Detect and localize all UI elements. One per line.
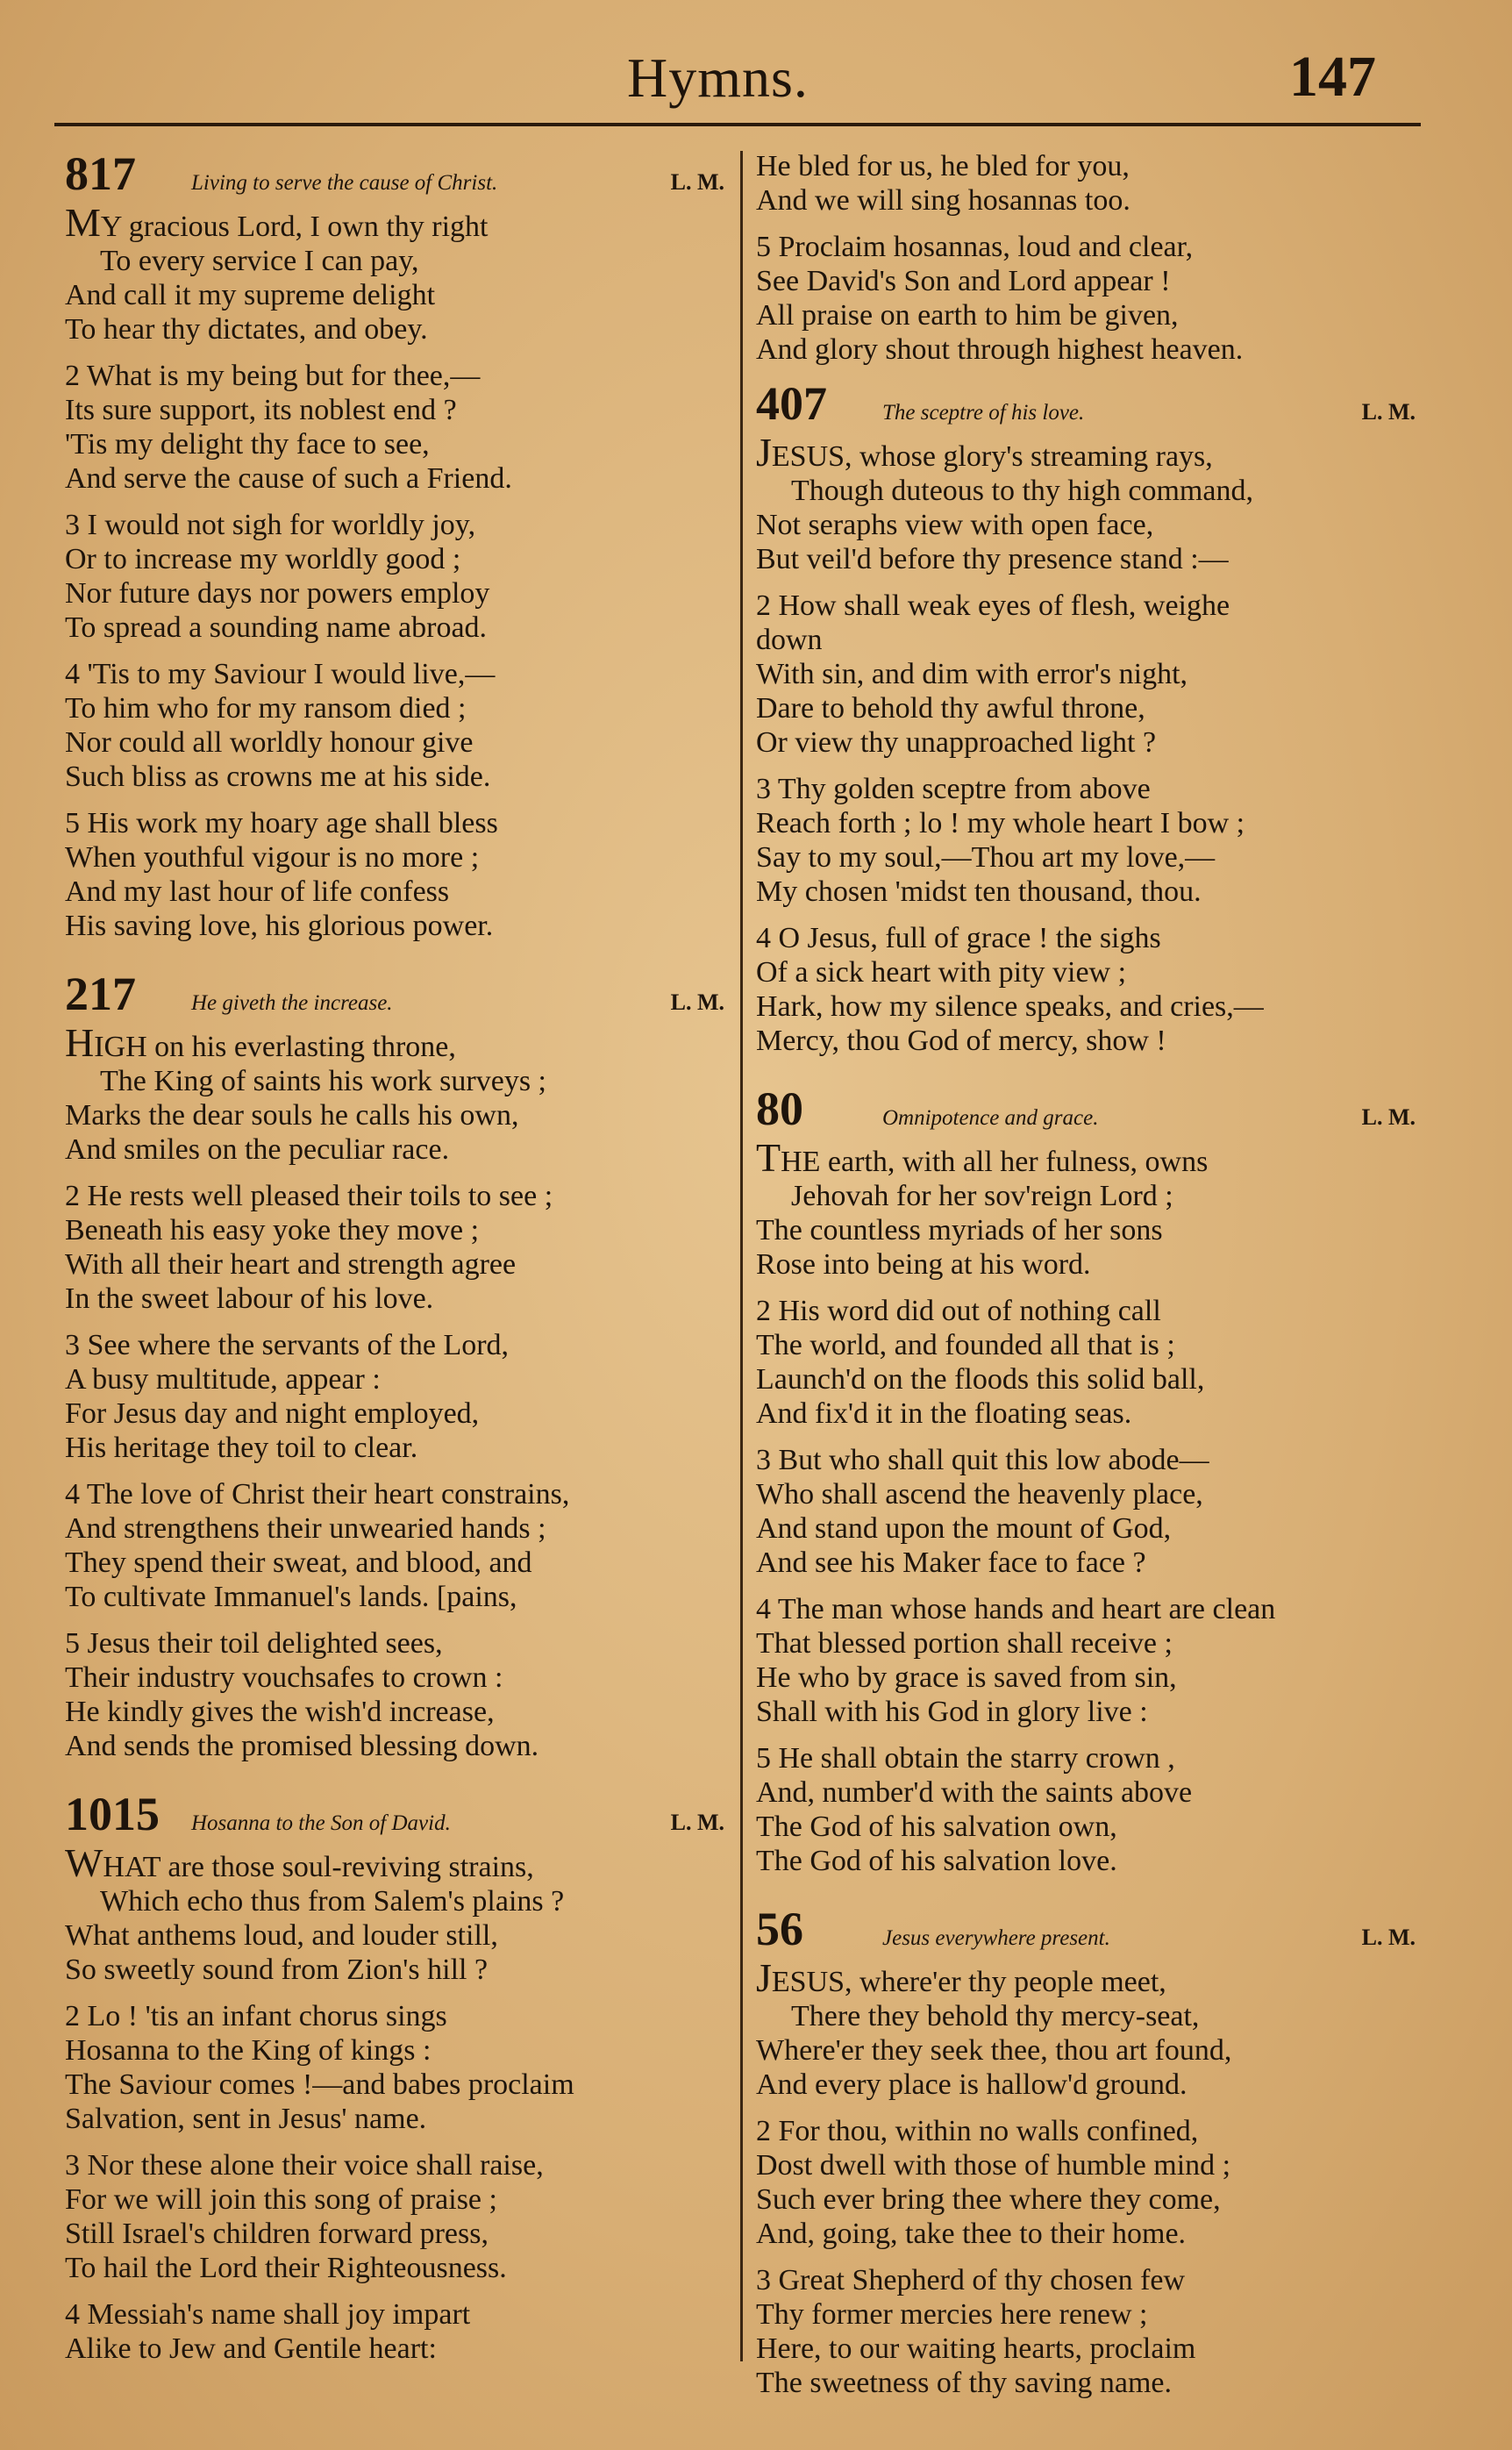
stanza xyxy=(65,1025,731,1167)
verse-line: There they behold thy mercy-seat, xyxy=(791,2000,1200,2032)
stanza xyxy=(65,1179,731,1316)
hymn-header xyxy=(65,149,731,200)
verse-line: To every service I can pay, xyxy=(100,245,419,277)
verse-line: 3 But who shall quit this low abode— xyxy=(756,1444,1209,1476)
verse-line: 3 Great Shepherd of thy chosen few xyxy=(756,2264,1186,2296)
verse-line: 5 He shall obtain the starry crown , xyxy=(756,1742,1175,1775)
verse-line: MY gracious Lord, I own thy right xyxy=(65,205,489,244)
verse-line: Marks the dear souls he calls his own, xyxy=(65,1099,519,1132)
verse-line: To cultivate Immanuel's lands. [pains, xyxy=(65,1581,517,1613)
verse-line: And serve the cause of such a Friend. xyxy=(65,462,512,495)
verse-line: The King of saints his work surveys ; xyxy=(100,1065,547,1097)
verse-line: Here, to our waiting hearts, proclaim xyxy=(756,2332,1196,2365)
verse-line: And see his Maker face to face ? xyxy=(756,1546,1146,1579)
verse-line: With sin, and dim with error's night, xyxy=(756,658,1188,690)
stanza xyxy=(65,2297,731,2366)
verse-line: 4 The love of Christ their heart constrains, xyxy=(65,1478,570,1511)
verse-line: 2 His word did out of nothing call xyxy=(756,1295,1161,1327)
hymn-number: 80 xyxy=(756,1082,803,1135)
verse-line: 4 O Jesus, full of grace ! the sighs xyxy=(756,922,1161,954)
verse-line: Thy former mercies here renew ; xyxy=(756,2298,1148,2331)
verse-line: 2 What is my being but for thee,— xyxy=(65,360,481,392)
verse-line: And smiles on the peculiar race. xyxy=(65,1133,450,1166)
hymn-number: 56 xyxy=(756,1903,803,1955)
verse-line: Dare to behold thy awful throne, xyxy=(756,692,1145,725)
verse-line: And glory shout through highest heaven. xyxy=(756,333,1244,366)
hymn-meter: L. M. xyxy=(1361,399,1416,425)
verse-line: down xyxy=(756,624,823,656)
verse-line: Dost dwell with those of humble mind ; xyxy=(756,2149,1231,2182)
stanza xyxy=(65,657,731,794)
hymn-subtitle: Hosanna to the Son of David. xyxy=(191,1811,451,1835)
hymn-subtitle: Living to serve the cause of Christ. xyxy=(191,171,498,195)
verse-line: Still Israel's children forward press, xyxy=(65,2218,489,2250)
verse-line: JESUS, where'er thy people meet, xyxy=(756,1961,1166,1999)
hymn-meter: L. M. xyxy=(1361,1104,1416,1130)
verse-line: And, going, take thee to their home. xyxy=(756,2218,1187,2250)
verse-line: The God of his salvation love. xyxy=(756,1845,1117,1877)
verse-line: Not seraphs view with open face, xyxy=(756,509,1154,541)
hymn xyxy=(756,1084,1423,1878)
verse-line: That blessed portion shall receive ; xyxy=(756,1627,1173,1660)
right-column xyxy=(756,149,1423,2426)
verse-line: And we will sing hosannas too. xyxy=(756,184,1130,217)
stanza xyxy=(756,921,1423,1058)
hymn xyxy=(756,379,1423,1058)
verse-line: Shall with his God in glory live : xyxy=(756,1696,1148,1728)
verse-line: All praise on earth to him be given, xyxy=(756,299,1179,332)
stanza xyxy=(65,359,731,496)
hymn-header xyxy=(756,1084,1423,1135)
hymn xyxy=(65,969,731,1763)
verse-line: 5 His work my hoary age shall bless xyxy=(65,807,498,839)
verse-line: Though duteous to thy high command, xyxy=(791,475,1253,507)
verse-line: When youthful vigour is no more ; xyxy=(65,841,480,874)
verse-line: 4 'Tis to my Saviour I would live,— xyxy=(65,658,496,690)
stanza xyxy=(756,230,1423,367)
hymn-subtitle: Omnipotence and grace. xyxy=(882,1106,1099,1130)
verse-line: In the sweet labour of his love. xyxy=(65,1282,434,1315)
verse-line: HIGH on his everlasting throne, xyxy=(65,1025,456,1064)
hymn-meter: L. M. xyxy=(670,169,724,195)
stanza xyxy=(756,149,1423,218)
verse-line: The countless myriads of her sons xyxy=(756,1214,1163,1246)
verse-line: Jehovah for her sov'reign Lord ; xyxy=(791,1180,1173,1212)
verse-line: But veil'd before thy presence stand :— xyxy=(756,543,1229,575)
verse-line: 5 Proclaim hosannas, loud and clear, xyxy=(756,231,1194,263)
verse-line: 3 Nor these alone their voice shall raise, xyxy=(65,2149,544,2182)
verse-line: 3 Thy golden sceptre from above xyxy=(756,773,1151,805)
hymn-meter: L. M. xyxy=(670,989,724,1015)
stanza xyxy=(65,1846,731,1987)
hymn xyxy=(65,149,731,943)
verse-line: Their industry vouchsafes to crown : xyxy=(65,1661,503,1694)
stanza xyxy=(756,1741,1423,1878)
verse-line: And every place is hallow'd ground. xyxy=(756,2068,1187,2101)
verse-line: JESUS, whose glory's streaming rays, xyxy=(756,435,1213,474)
stanza xyxy=(756,2114,1423,2251)
verse-line: The Saviour comes !—and babes proclaim xyxy=(65,2068,574,2101)
verse-line: The God of his salvation own, xyxy=(756,1811,1117,1843)
page-header xyxy=(0,35,1421,114)
verse-line: Alike to Jew and Gentile heart: xyxy=(65,2332,437,2365)
verse-line: And, number'd with the saints above xyxy=(756,1776,1193,1809)
verse-line: Salvation, sent in Jesus' name. xyxy=(65,2103,427,2135)
left-column xyxy=(65,149,731,2392)
verse-line: What anthems loud, and louder still, xyxy=(65,1919,498,1952)
verse-line: To hail the Lord their Righteousness. xyxy=(65,2252,507,2284)
verse-line: So sweetly sound from Zion's hill ? xyxy=(65,1954,489,1986)
verse-line: For Jesus day and night employed, xyxy=(65,1397,480,1430)
hymn-header xyxy=(65,969,731,1020)
verse-line: And stand upon the mount of God, xyxy=(756,1512,1172,1545)
hymn xyxy=(65,1789,731,2366)
verse-line: Nor future days nor powers employ xyxy=(65,577,490,610)
hymn-header xyxy=(65,1789,731,1840)
verse-line: Its sure support, its noblest end ? xyxy=(65,394,457,426)
stanza xyxy=(65,1626,731,1763)
verse-line: Which echo thus from Salem's plains ? xyxy=(100,1885,565,1918)
verse-line: Mercy, thou God of mercy, show ! xyxy=(756,1025,1166,1057)
hymn-meter: L. M. xyxy=(670,1810,724,1835)
stanza xyxy=(756,1294,1423,1431)
verse-line: Such bliss as crowns me at his side. xyxy=(65,761,491,793)
verse-line: To spread a sounding name abroad. xyxy=(65,611,488,644)
stanza xyxy=(65,1999,731,2136)
hymn-header xyxy=(756,379,1423,430)
verse-line: A busy multitude, appear : xyxy=(65,1363,381,1396)
verse-line: My chosen 'midst ten thousand, thou. xyxy=(756,875,1202,908)
stanza xyxy=(65,806,731,943)
verse-line: With all their heart and strength agree xyxy=(65,1248,517,1281)
verse-line: 2 How shall weak eyes of flesh, weighe xyxy=(756,589,1230,622)
stanza xyxy=(65,2148,731,2285)
header-rule xyxy=(54,123,1421,126)
verse-line: Say to my soul,—Thou art my love,— xyxy=(756,841,1216,874)
verse-line: Or view thy unapproached light ? xyxy=(756,726,1157,759)
verse-line: WHAT are those soul-reviving strains, xyxy=(65,1846,534,1884)
page-number: 147 xyxy=(1289,45,1376,109)
stanza xyxy=(65,205,731,346)
hymn-number: 407 xyxy=(756,377,827,430)
stanza xyxy=(756,1140,1423,1282)
verse-line: To hear thy dictates, and obey. xyxy=(65,313,428,346)
stanza xyxy=(65,1328,731,1465)
hymn-subtitle: He giveth the increase. xyxy=(191,991,393,1015)
verse-line: 2 Lo ! 'tis an infant chorus sings xyxy=(65,2000,447,2032)
stanza xyxy=(756,1592,1423,1729)
verse-line: Where'er they seek thee, thou art found, xyxy=(756,2034,1232,2067)
page-title: Hymns. xyxy=(627,46,809,109)
verse-line: Or to increase my worldly good ; xyxy=(65,543,461,575)
hymn xyxy=(756,1904,1423,2400)
verse-line: The sweetness of thy saving name. xyxy=(756,2367,1172,2399)
verse-line: 2 For thou, within no walls confined, xyxy=(756,2115,1199,2147)
verse-line: Such ever bring thee where they come, xyxy=(756,2183,1221,2216)
verse-line: For we will join this song of praise ; xyxy=(65,2183,497,2216)
verse-line: Reach forth ; lo ! my whole heart I bow ; xyxy=(756,807,1245,839)
hymn-subtitle: Jesus everywhere present. xyxy=(882,1926,1110,1950)
verse-line: See David's Son and Lord appear ! xyxy=(756,265,1171,297)
verse-line: Of a sick heart with pity view ; xyxy=(756,956,1127,989)
verse-line: 3 I would not sigh for worldly joy, xyxy=(65,509,476,541)
column-divider xyxy=(740,151,743,2361)
stanza xyxy=(756,772,1423,909)
verse-line: And fix'd it in the floating seas. xyxy=(756,1397,1132,1430)
verse-line: 4 The man whose hands and heart are clean xyxy=(756,1593,1276,1625)
stanza xyxy=(756,589,1423,760)
hymn-header xyxy=(756,1904,1423,1955)
verse-line: And call it my supreme delight xyxy=(65,279,436,311)
stanza xyxy=(756,1961,1423,2102)
stanza xyxy=(756,2263,1423,2400)
verse-line: His saving love, his glorious power. xyxy=(65,910,494,942)
verse-line: 4 Messiah's name shall joy impart xyxy=(65,2298,471,2331)
hymn-number: 1015 xyxy=(65,1788,160,1840)
verse-line: Launch'd on the floods this solid ball, xyxy=(756,1363,1205,1396)
verse-line: Nor could all worldly honour give xyxy=(65,726,474,759)
verse-line: Who shall ascend the heavenly place, xyxy=(756,1478,1203,1511)
verse-line: 5 Jesus their toil delighted sees, xyxy=(65,1627,443,1660)
verse-line: 3 See where the servants of the Lord, xyxy=(65,1329,510,1361)
hymn-number: 817 xyxy=(65,147,136,200)
stanza xyxy=(756,1443,1423,1580)
verse-line: The world, and founded all that is ; xyxy=(756,1329,1175,1361)
verse-line: THE earth, with all her fulness, owns xyxy=(756,1140,1209,1179)
hymn-continuation xyxy=(756,149,1423,367)
stanza xyxy=(756,435,1423,576)
hymn-meter: L. M. xyxy=(1361,1925,1416,1950)
verse-line: Hark, how my silence speaks, and cries,— xyxy=(756,990,1264,1023)
verse-line: To him who for my ransom died ; xyxy=(65,692,467,725)
verse-line: 'Tis my delight thy face to see, xyxy=(65,428,430,461)
verse-line: He kindly gives the wish'd increase, xyxy=(65,1696,495,1728)
verse-line: And sends the promised blessing down. xyxy=(65,1730,539,1762)
verse-line: Hosanna to the King of kings : xyxy=(65,2034,431,2067)
hymn-subtitle: The sceptre of his love. xyxy=(882,401,1085,425)
stanza xyxy=(65,508,731,645)
verse-line: They spend their sweat, and blood, and xyxy=(65,1546,532,1579)
stanza xyxy=(65,1477,731,1614)
verse-line: His heritage they toil to clear. xyxy=(65,1432,418,1464)
verse-line: He who by grace is saved from sin, xyxy=(756,1661,1177,1694)
verse-line: Rose into being at his word. xyxy=(756,1248,1091,1281)
hymn-number: 217 xyxy=(65,968,136,1020)
verse-line: And strengthens their unwearied hands ; xyxy=(65,1512,546,1545)
verse-line: Beneath his easy yoke they move ; xyxy=(65,1214,480,1246)
verse-line: And my last hour of life confess xyxy=(65,875,450,908)
verse-line: He bled for us, he bled for you, xyxy=(756,150,1130,182)
verse-line: 2 He rests well pleased their toils to see ; xyxy=(65,1180,553,1212)
